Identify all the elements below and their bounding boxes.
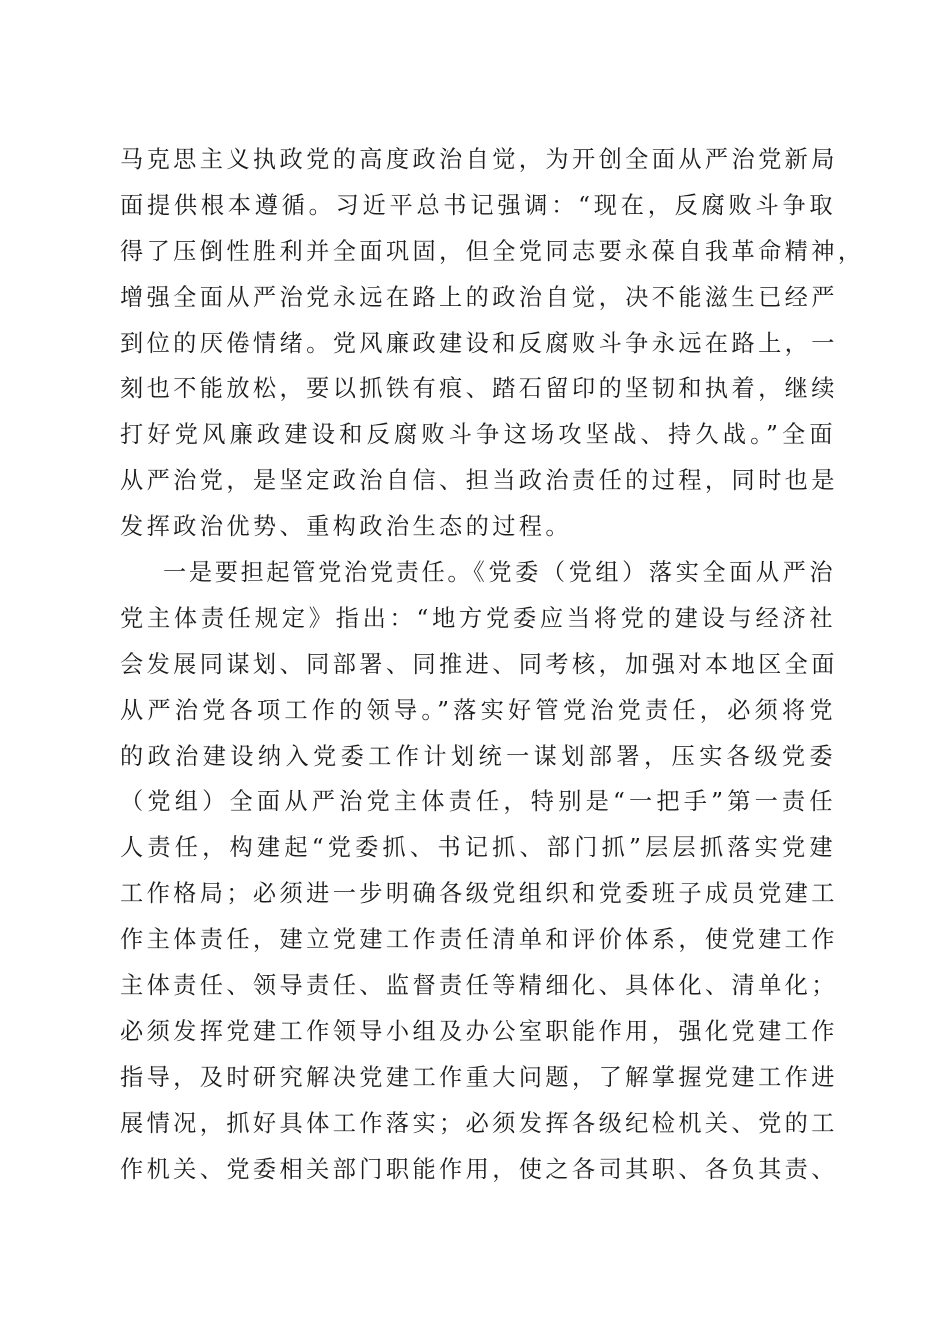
- text-line: 主体责任、领导责任、监督责任等精细化、具体化、清单化；: [120, 972, 838, 1000]
- text-line: 刻也不能放松，要以抓铁有痕、踏石留印的坚韧和执着，继续: [120, 375, 838, 403]
- text-line: 到位的厌倦情绪。党风廉政建设和反腐败斗争永远在路上，一: [120, 329, 838, 357]
- paragraph-first-line: [120, 550, 836, 596]
- text-line: 得了压倒性胜利并全面巩固，但全党同志要永葆自我革命精神，: [120, 237, 865, 265]
- text-line: 打好党风廉政建设和反腐败斗争这场攻坚战、持久战。”全面: [120, 421, 836, 449]
- text-line: 必须发挥党建工作领导小组及办公室职能作用，强化党建工作: [120, 1017, 838, 1045]
- body-text: [120, 137, 865, 1192]
- text-line: 会发展同谋划、同部署、同推进、同考核，加强对本地区全面: [120, 650, 838, 678]
- text-line: 发挥政治优势、重构政治生态的过程。: [120, 513, 572, 541]
- text-line: 从严治党各项工作的领导。”落实好管党治党责任，必须将党: [120, 696, 836, 724]
- text-line: 工作格局；必须进一步明确各级党组织和党委班子成员党建工: [120, 880, 838, 908]
- text-line: 作主体责任，建立党建工作责任清单和评价体系，使党建工作: [120, 926, 838, 954]
- text-line: 从严治党，是坚定政治自信、担当政治责任的过程，同时也是: [120, 467, 838, 495]
- section-heading: 一是要担起管党治党责任。: [163, 559, 474, 587]
- text-run: 《党委（党组）落实全面从严治: [473, 559, 837, 587]
- text-line: 党主体责任规定》指出：“地方党委应当将党的建设与经济社: [120, 604, 836, 632]
- text-line: 作机关、党委相关部门职能作用，使之各司其职、各负其责、: [120, 1155, 838, 1183]
- text-line: 面提供根本遵循。习近平总书记强调：“现在，反腐败斗争取: [120, 191, 836, 219]
- text-line: 的政治建设纳入党委工作计划统一谋划部署，压实各级党委: [120, 742, 836, 770]
- text-line: 增强全面从严治党永远在路上的政治自觉，决不能滋生已经严: [120, 283, 838, 311]
- text-line: （党组）全面从严治党主体责任，特别是“一把手”第一责任: [120, 788, 836, 816]
- text-line: 指导，及时研究解决党建工作重大问题，了解掌握党建工作进: [120, 1063, 838, 1091]
- text-line: 人责任，构建起“党委抓、书记抓、部门抓”层层抓落实党建: [120, 834, 836, 862]
- text-line: 马克思主义执政党的高度政治自觉，为开创全面从严治党新局: [120, 146, 838, 173]
- text-line: 展情况，抓好具体工作落实；必须发挥各级纪检机关、党的工: [120, 1109, 838, 1137]
